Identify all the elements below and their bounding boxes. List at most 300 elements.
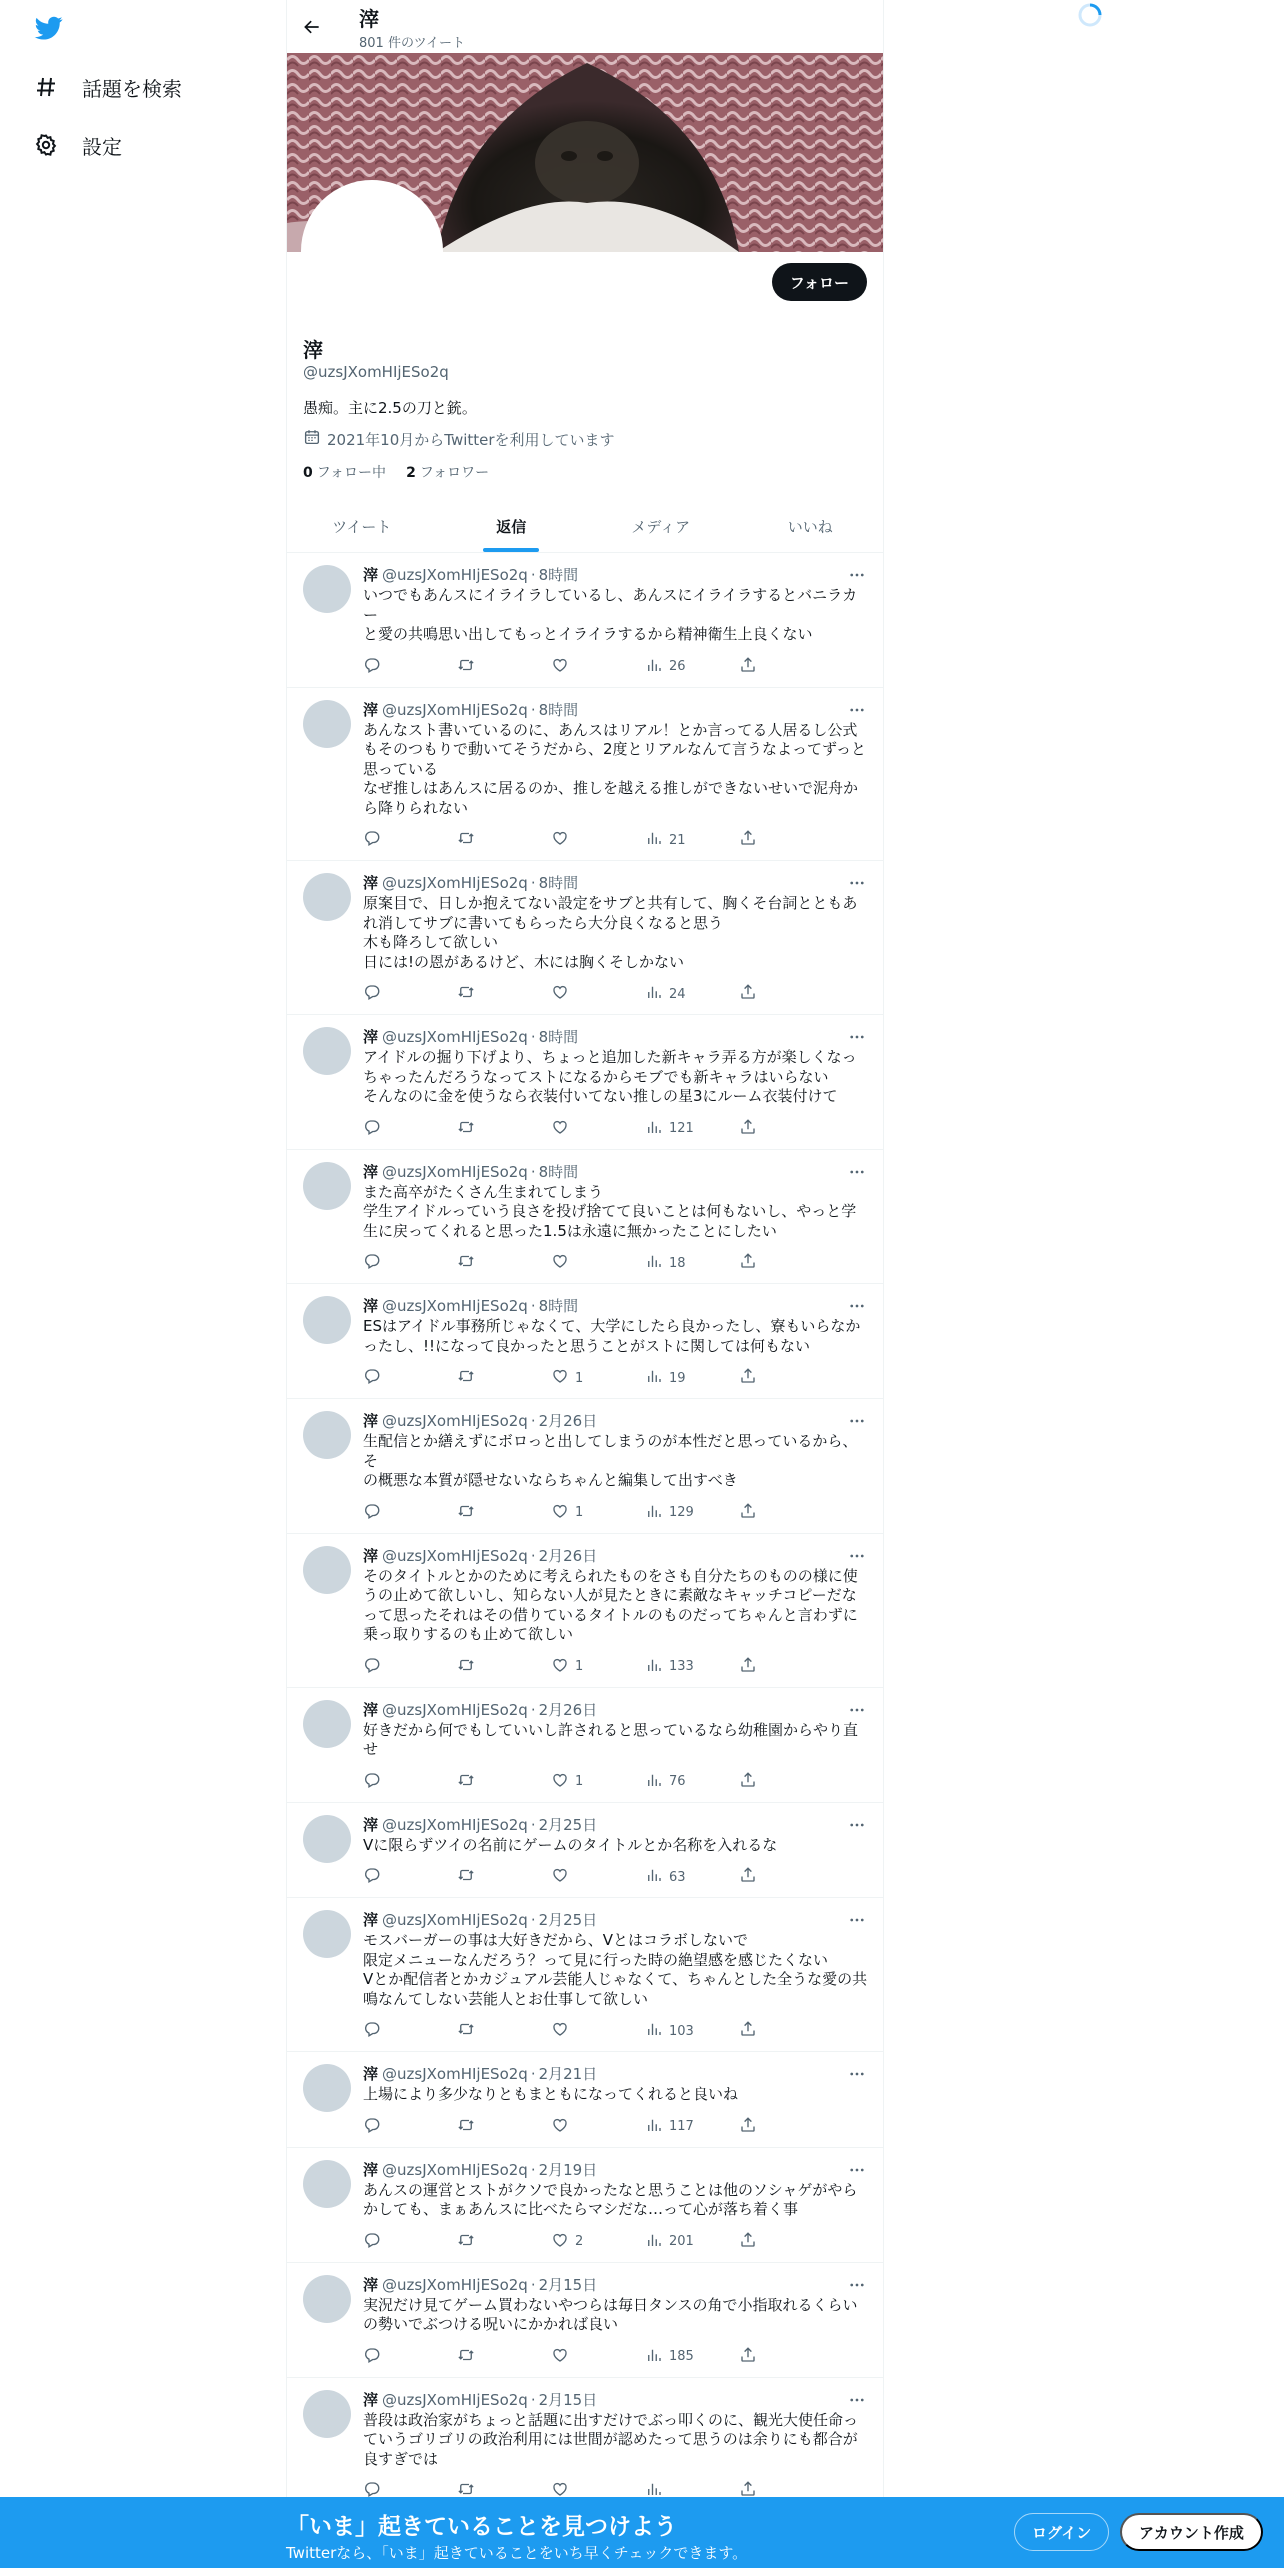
tweet-time[interactable]: 2月15日: [538, 2390, 598, 2409]
tweet-time[interactable]: 2月25日: [538, 1911, 598, 1929]
share-button[interactable]: [739, 1772, 789, 1792]
tweet[interactable]: [287, 1803, 884, 1899]
separator-dot: ·: [530, 1815, 536, 1834]
retweet-icon: [457, 1656, 475, 1678]
more-options-icon[interactable]: [845, 1546, 869, 1566]
share-icon: [739, 1656, 757, 1678]
tweet-avatar[interactable]: [303, 1296, 351, 1344]
tweet-text: 上場により多少なりともまともになってくれると良いね: [363, 2085, 739, 2103]
retweet-button[interactable]: [457, 1503, 507, 1523]
tweet[interactable]: [287, 1534, 884, 1688]
tweet-actions: [363, 1368, 789, 1388]
reply-button[interactable]: [363, 2232, 413, 2252]
more-options-icon[interactable]: [845, 1162, 869, 1182]
tweet-author-name[interactable]: 滓: [363, 874, 379, 892]
share-button[interactable]: [739, 1253, 789, 1273]
tweet-author-handle[interactable]: @uzsJXomHIjESo2q: [382, 874, 528, 892]
tweet-time[interactable]: 8時間: [538, 566, 579, 584]
tweet-text: いつでもあんスにイライラしているし、あんスにイライラするとバニラカー と愛の共鳴思い出してもっとイライラするから精神衛生上良くない: [363, 586, 858, 643]
views-button[interactable]: [645, 830, 695, 850]
separator-dot: ·: [530, 2065, 536, 2083]
tab-label: ツイート: [332, 517, 392, 536]
tweet-time[interactable]: 2月19日: [538, 2160, 598, 2179]
tweet-author-handle[interactable]: @uzsJXomHIjESo2q: [382, 2065, 528, 2083]
tweet-actions: [363, 1657, 789, 1677]
like-button[interactable]: [551, 2021, 601, 2041]
retweet-icon: [457, 1771, 475, 1793]
tweet-author-handle[interactable]: @uzsJXomHIjESo2q: [382, 1412, 528, 1430]
like-count: 1: [575, 1774, 584, 1789]
like-count: 1: [575, 1505, 584, 1520]
tweet-actions: [363, 1503, 789, 1523]
like-button[interactable]: [551, 830, 601, 850]
tweet-text: 実況だけ見てゲーム買わないやつらは毎日タンスの角で小指取れるくらい の勢いでぶつける呪いにかかれば良い: [363, 2295, 858, 2333]
views-button[interactable]: [645, 657, 695, 677]
tweet[interactable]: [287, 553, 884, 688]
retweet-button[interactable]: [457, 830, 507, 850]
signup-banner-subtitle: Twitterなら、「いま」起きていることをいち早くチェックできます。: [286, 2544, 748, 2562]
followers-label: フォロワー: [419, 465, 490, 481]
signup-banner-title: 「いま」起きていることを見つけよう: [286, 2514, 677, 2540]
tab-media[interactable]: [586, 500, 736, 552]
share-button[interactable]: [739, 830, 789, 850]
nav-explore-label: 話題を検索: [82, 76, 182, 101]
main-column: [286, 0, 884, 2568]
heart-icon: [551, 1771, 569, 1793]
like-button[interactable]: [551, 2117, 601, 2137]
share-icon: [739, 983, 757, 1005]
tweet-avatar[interactable]: [303, 873, 351, 921]
bar-chart-icon: [645, 1771, 663, 1793]
like-button[interactable]: [551, 1119, 601, 1139]
share-button[interactable]: [739, 1867, 789, 1887]
tweet-author-handle[interactable]: @uzsJXomHIjESo2q: [382, 1911, 528, 1929]
reply-icon: [363, 1367, 381, 1389]
tweet-author-name[interactable]: 滓: [363, 1412, 379, 1430]
like-button[interactable]: [551, 984, 601, 1004]
retweet-button[interactable]: [457, 2021, 507, 2041]
retweet-icon: [457, 1502, 475, 1524]
separator-dot: ·: [530, 2275, 536, 2294]
retweet-button[interactable]: [457, 2117, 507, 2137]
share-icon: [739, 1252, 757, 1274]
heart-icon: [551, 2346, 569, 2368]
tweet-avatar[interactable]: [303, 2390, 351, 2438]
views-button[interactable]: [645, 1119, 695, 1139]
tweet-avatar[interactable]: [303, 2275, 351, 2323]
reply-icon: [363, 2231, 381, 2253]
reply-button[interactable]: [363, 2347, 413, 2367]
tweet-avatar[interactable]: [303, 2064, 351, 2112]
tweet-author-handle[interactable]: @uzsJXomHIjESo2q: [382, 2160, 528, 2179]
views-button[interactable]: [645, 2021, 695, 2041]
more-options-icon[interactable]: [845, 2064, 869, 2084]
retweet-button[interactable]: [457, 1119, 507, 1139]
tweet[interactable]: [287, 1284, 884, 1399]
reply-button[interactable]: [363, 1657, 413, 1677]
tweet-time[interactable]: 8時間: [538, 700, 579, 719]
retweet-button[interactable]: [457, 984, 507, 1004]
tweet-time[interactable]: 2月15日: [538, 2275, 598, 2294]
like-button[interactable]: [551, 1772, 601, 1792]
share-icon: [739, 1118, 757, 1140]
tweet-actions: [363, 2021, 789, 2041]
share-icon: [739, 1502, 757, 1524]
heart-icon: [551, 2231, 569, 2253]
share-button[interactable]: [739, 1657, 789, 1677]
share-button[interactable]: [739, 657, 789, 677]
profile-handle: @uzsJXomHIjESo2q: [303, 363, 449, 381]
bar-chart-icon: [645, 983, 663, 1005]
view-count: 21: [669, 832, 686, 848]
tweet-author-name[interactable]: 滓: [363, 1546, 379, 1565]
views-button[interactable]: [645, 2232, 695, 2252]
views-button[interactable]: [645, 1368, 695, 1388]
reply-button[interactable]: [363, 1503, 413, 1523]
retweet-icon: [457, 656, 475, 678]
tweet-author-handle[interactable]: @uzsJXomHIjESo2q: [382, 1162, 528, 1181]
heart-icon: [551, 1866, 569, 1888]
tweet-text: あんスの運営とストがクソで良かったなと思うことは他のソシャゲがやら かしても、まぁあんスに比べたらマシだな…って心が落ち着く事: [363, 2180, 858, 2218]
tweet[interactable]: [287, 1399, 884, 1534]
tweet-time[interactable]: 2月26日: [538, 1546, 598, 1565]
tab-tweets[interactable]: [287, 500, 437, 552]
reply-icon: [363, 2020, 381, 2042]
tweet-actions: [363, 2232, 789, 2252]
bar-chart-icon: [645, 1866, 663, 1888]
profile-bio: 愚痴。主に2.5の刀と銃。: [303, 399, 477, 417]
like-button[interactable]: [551, 1867, 601, 1887]
bar-chart-icon: [645, 2020, 663, 2042]
separator-dot: ·: [530, 1546, 536, 1565]
tweet-author-handle[interactable]: @uzsJXomHIjESo2q: [382, 566, 528, 584]
separator-dot: ·: [530, 1162, 536, 1181]
tweet-author-name[interactable]: 滓: [363, 1911, 379, 1929]
twitter-bird-icon[interactable]: [33, 14, 65, 42]
tweet[interactable]: [287, 1015, 884, 1150]
reply-button[interactable]: [363, 1867, 413, 1887]
followers-count: 2: [406, 465, 416, 481]
tweet-time[interactable]: 8時間: [538, 1162, 579, 1181]
separator-dot: ·: [530, 1911, 536, 1929]
bar-chart-icon: [645, 1118, 663, 1140]
view-count: 121: [669, 1121, 694, 1136]
tweet-author-handle[interactable]: @uzsJXomHIjESo2q: [382, 2275, 528, 2294]
reply-icon: [363, 1118, 381, 1140]
tweet-header: [363, 1296, 869, 1316]
tweet-avatar[interactable]: [303, 700, 351, 748]
tweet-author-name[interactable]: 滓: [363, 1815, 379, 1834]
heart-icon: [551, 656, 569, 678]
retweet-button[interactable]: [457, 657, 507, 677]
following-label: フォロー中: [316, 465, 387, 481]
separator-dot: ·: [530, 1297, 536, 1315]
tweet-author-name[interactable]: 滓: [363, 1700, 379, 1719]
more-options-icon[interactable]: [845, 565, 869, 585]
more-options-icon[interactable]: [845, 700, 869, 720]
tweet-time[interactable]: 8時間: [538, 1297, 579, 1315]
views-button[interactable]: [645, 2117, 695, 2137]
view-count: 103: [669, 2023, 694, 2039]
separator-dot: ·: [530, 2390, 536, 2409]
views-button[interactable]: [645, 2347, 695, 2367]
bar-chart-icon: [645, 656, 663, 678]
tweet[interactable]: [287, 2052, 884, 2148]
bar-chart-icon: [645, 1252, 663, 1274]
tweet-author-name[interactable]: 滓: [363, 2275, 379, 2294]
more-options-icon[interactable]: [845, 1815, 869, 1835]
tweet[interactable]: [287, 2263, 884, 2378]
tweet-actions: [363, 1253, 789, 1273]
like-button[interactable]: [551, 1368, 601, 1388]
tweet[interactable]: [287, 688, 884, 862]
profile-stats: [303, 462, 489, 482]
tweet-author-handle[interactable]: @uzsJXomHIjESo2q: [382, 2390, 528, 2409]
login-button[interactable]: ログイン: [1014, 2513, 1109, 2551]
tweet[interactable]: [287, 2148, 884, 2263]
tweet-avatar[interactable]: [303, 1700, 351, 1748]
view-count: 133: [669, 1659, 694, 1674]
separator-dot: ·: [530, 874, 536, 892]
timeline: [287, 553, 884, 2512]
tweet-actions: [363, 830, 789, 850]
tweet[interactable]: [287, 1898, 884, 2052]
share-icon: [739, 2020, 757, 2042]
tweet[interactable]: [287, 861, 884, 1015]
signup-button[interactable]: アカウント作成: [1120, 2513, 1263, 2551]
like-count: 1: [575, 1370, 584, 1386]
views-button[interactable]: [645, 984, 695, 1004]
tweet-author-name[interactable]: 滓: [363, 566, 379, 584]
tweet-actions: [363, 657, 789, 677]
reply-icon: [363, 829, 381, 851]
tweet-author-name[interactable]: 滓: [363, 1297, 379, 1315]
tweet-author-handle[interactable]: @uzsJXomHIjESo2q: [382, 1700, 528, 1719]
reply-button[interactable]: [363, 2117, 413, 2137]
reply-icon: [363, 1502, 381, 1524]
share-button[interactable]: [739, 2232, 789, 2252]
tweet-time[interactable]: 8時間: [538, 1028, 579, 1046]
tweet[interactable]: [287, 1688, 884, 1803]
like-button[interactable]: [551, 1253, 601, 1273]
more-options-icon[interactable]: [845, 2275, 869, 2295]
view-count: 63: [669, 1869, 686, 1885]
view-count: 185: [669, 2349, 694, 2364]
calendar-icon: [303, 428, 321, 450]
views-button[interactable]: [645, 1253, 695, 1273]
reply-button[interactable]: [363, 1119, 413, 1139]
profile-name: 滓: [303, 338, 323, 362]
reply-button[interactable]: [363, 984, 413, 1004]
retweet-button[interactable]: [457, 1253, 507, 1273]
retweet-button[interactable]: [457, 1657, 507, 1677]
bar-chart-icon: [645, 2231, 663, 2253]
tab-label: 返信: [496, 517, 527, 536]
share-button[interactable]: [739, 1503, 789, 1523]
more-options-icon[interactable]: [845, 1700, 869, 1720]
like-button[interactable]: [551, 2232, 601, 2252]
retweet-icon: [457, 1367, 475, 1389]
nav-settings[interactable]: [32, 123, 122, 167]
tweet-author-handle[interactable]: @uzsJXomHIjESo2q: [382, 700, 528, 719]
retweet-button[interactable]: [457, 1772, 507, 1792]
tweet-avatar[interactable]: [303, 1815, 351, 1863]
tweet-actions: [363, 2347, 789, 2367]
like-button[interactable]: [551, 2347, 601, 2367]
tweet[interactable]: [287, 2378, 884, 2513]
reply-icon: [363, 1656, 381, 1678]
bar-chart-icon: [645, 2116, 663, 2138]
views-button[interactable]: [645, 1657, 695, 1677]
tweet-author-handle[interactable]: @uzsJXomHIjESo2q: [382, 1297, 528, 1315]
reply-button[interactable]: [363, 1368, 413, 1388]
tweet-text: モスバーガーの事は大好きだから、Vとはコラボしないで 限定メニューなんだろう？って見に行った時の絶望感を感じたくない Vとか配信者とかカジュアル芸能人じゃなくて、ちゃんとした全うな愛の共 鳴なんてしない芸能人とお仕事して欲しい: [363, 1931, 868, 2008]
tweet-author-name[interactable]: 滓: [363, 2390, 379, 2409]
more-options-icon[interactable]: [845, 1296, 869, 1316]
heart-icon: [551, 829, 569, 851]
retweet-button[interactable]: [457, 2232, 507, 2252]
like-count: 2: [575, 2234, 584, 2249]
follow-button[interactable]: フォロー: [772, 263, 867, 301]
share-icon: [739, 1367, 757, 1389]
like-button[interactable]: [551, 1657, 601, 1677]
tweet-avatar[interactable]: [303, 1910, 351, 1958]
share-button[interactable]: [739, 1119, 789, 1139]
nav-explore[interactable]: [32, 65, 182, 109]
more-options-icon[interactable]: [845, 1910, 869, 1930]
share-button[interactable]: [739, 2117, 789, 2137]
tab-likes[interactable]: [736, 500, 885, 552]
tweet-author-handle[interactable]: @uzsJXomHIjESo2q: [382, 1028, 528, 1046]
retweet-icon: [457, 829, 475, 851]
tweet-time[interactable]: 2月26日: [538, 1412, 598, 1430]
tweet-author-name[interactable]: 滓: [363, 2065, 379, 2083]
reply-button[interactable]: [363, 830, 413, 850]
share-button[interactable]: [739, 2347, 789, 2367]
tweet-time[interactable]: 8時間: [538, 874, 579, 892]
share-icon: [739, 1866, 757, 1888]
heart-icon: [551, 1656, 569, 1678]
reply-button[interactable]: [363, 2021, 413, 2041]
tweet-header: [363, 1411, 869, 1431]
retweet-button[interactable]: [457, 2347, 507, 2367]
more-options-icon[interactable]: [845, 2390, 869, 2410]
tweet-avatar[interactable]: [303, 1162, 351, 1210]
tweet-avatar[interactable]: [303, 1027, 351, 1075]
like-button[interactable]: [551, 1503, 601, 1523]
more-options-icon[interactable]: [845, 1411, 869, 1431]
views-button[interactable]: [645, 1503, 695, 1523]
view-count: 24: [669, 986, 686, 1002]
tweet-time[interactable]: 2月25日: [538, 1815, 598, 1834]
reply-icon: [363, 1771, 381, 1793]
separator-dot: ·: [530, 1700, 536, 1719]
tweet-header: [363, 1910, 869, 1930]
tweet-actions: [363, 984, 789, 1004]
bar-chart-icon: [645, 2346, 663, 2368]
heart-icon: [551, 983, 569, 1005]
like-count: 1: [575, 1659, 584, 1674]
tweet-time[interactable]: 2月21日: [538, 2065, 598, 2083]
tweet-author-handle[interactable]: @uzsJXomHIjESo2q: [382, 1546, 528, 1565]
tweet-avatar[interactable]: [303, 565, 351, 613]
heart-icon: [551, 1502, 569, 1524]
retweet-button[interactable]: [457, 1867, 507, 1887]
tab-replies[interactable]: [437, 500, 587, 552]
reply-button[interactable]: [363, 1253, 413, 1273]
tweet-author-name[interactable]: 滓: [363, 700, 379, 719]
share-icon: [739, 2231, 757, 2253]
tweet-text: ESはアイドル事務所じゃなくて、大学にしたら良かったし、寮もいらなか ったし、!!になって良かったと思うことがストに関しては何もない: [363, 1317, 861, 1355]
more-options-icon[interactable]: [845, 873, 869, 893]
tweet-text: 普段は政治家がちょっと話題に出すだけでぶっ叩くのに、観光大使任命っ ていうゴリゴリの政治利用には世間が認めたって思うのは余りにも都合が 良すぎでは: [363, 2410, 859, 2468]
tweet-avatar[interactable]: [303, 1546, 351, 1594]
share-icon: [739, 1771, 757, 1793]
share-icon: [739, 2116, 757, 2138]
separator-dot: ·: [530, 2160, 536, 2179]
loading-spinner-icon: [1077, 2, 1103, 28]
tweet-actions: [363, 1119, 789, 1139]
nav-settings-label: 設定: [82, 134, 122, 159]
retweet-button[interactable]: [457, 1368, 507, 1388]
tweet-header: [363, 873, 869, 893]
separator-dot: ·: [530, 566, 536, 584]
more-options-icon[interactable]: [845, 1027, 869, 1047]
tweet-avatar[interactable]: [303, 1411, 351, 1459]
reply-button[interactable]: [363, 657, 413, 677]
views-button[interactable]: [645, 1867, 695, 1887]
tweet-author-handle[interactable]: @uzsJXomHIjESo2q: [382, 1815, 528, 1834]
tweet-author-name[interactable]: 滓: [363, 1162, 379, 1181]
reply-icon: [363, 2116, 381, 2138]
share-button[interactable]: [739, 2021, 789, 2041]
share-button[interactable]: [739, 1368, 789, 1388]
bar-chart-icon: [645, 1656, 663, 1678]
tweet-author-name[interactable]: 滓: [363, 2160, 379, 2179]
following-count: 0: [303, 465, 313, 481]
back-arrow-icon[interactable]: [297, 12, 327, 42]
tweet-text: アイドルの掘り下げより、ちょっと追加した新キャラ弄る方が楽しくなっ ちゃったんだろうなってストになるからモブでも新キャラはいらない そんなのに金を使うなら衣装付いてない推しの星3にルーム衣装付けて: [363, 1048, 857, 1105]
retweet-icon: [457, 1252, 475, 1274]
following-link[interactable]: [303, 462, 386, 482]
reply-button[interactable]: [363, 1772, 413, 1792]
heart-icon: [551, 2020, 569, 2042]
gear-icon: [32, 131, 60, 159]
tweet-author-name[interactable]: 滓: [363, 1028, 379, 1046]
views-button[interactable]: [645, 1772, 695, 1792]
followers-link[interactable]: [406, 462, 489, 482]
left-nav: [0, 0, 286, 200]
profile-avatar[interactable]: [301, 180, 443, 322]
profile-tabs: [287, 500, 884, 553]
reply-icon: [363, 1866, 381, 1888]
tweet-time[interactable]: 2月26日: [538, 1700, 598, 1719]
view-count: 76: [669, 1774, 686, 1789]
like-button[interactable]: [551, 657, 601, 677]
tweet[interactable]: [287, 1150, 884, 1285]
separator-dot: ·: [530, 1412, 536, 1430]
retweet-icon: [457, 1118, 475, 1140]
more-options-icon[interactable]: [845, 2160, 869, 2180]
tweet-text: 生配信とか繕えずにボロっと出してしまうのが本性だと思っているから、そ の概悪な本質が隠せないならちゃんと編集して出すべき: [363, 1432, 858, 1489]
profile-header-bar: [287, 0, 884, 53]
tweet-text: 好きだから何でもしていいし許されると思っているなら幼稚園からやり直 せ: [363, 1720, 859, 1758]
tweet-avatar[interactable]: [303, 2160, 351, 2208]
tweet-header: [363, 2160, 869, 2180]
view-count: 117: [669, 2119, 694, 2134]
tab-label: いいね: [787, 517, 833, 536]
share-button[interactable]: [739, 984, 789, 1004]
